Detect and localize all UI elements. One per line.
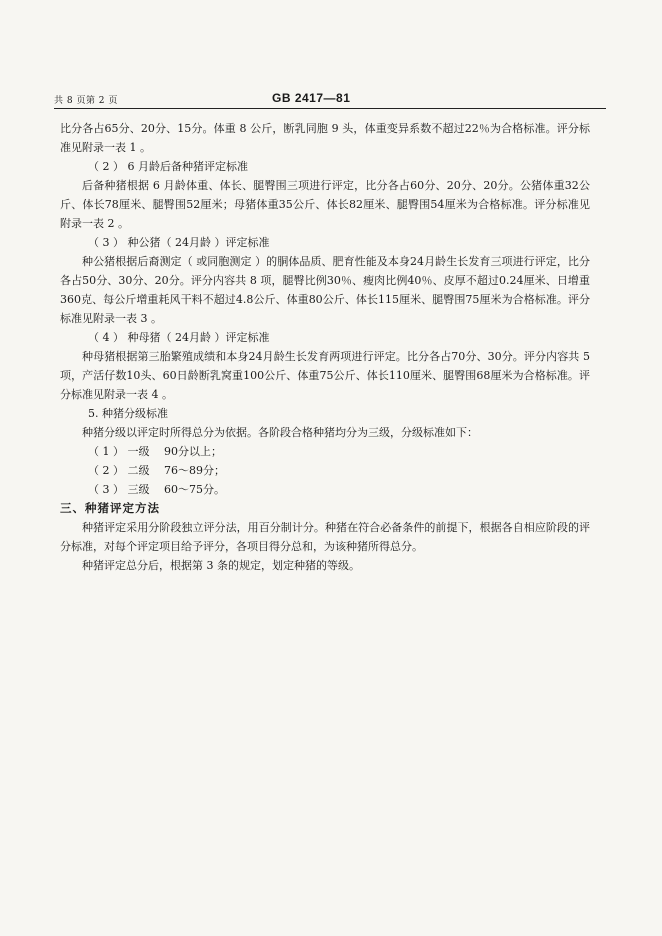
paragraph-breeding-boar: 种公猪根据后裔测定（ 或同胞测定 ）的胴体品质、肥育性能及本身24月龄生长发育三项进行评定，比分各占50分、30分、20分。评分内容共 8 项，腿臀比例30％、瘦肉比例40％、皮厚不超过0.24厘米、日增重360克、每公斤增重耗风干料不超过4.8公斤、体重80公斤、体长115厘米、腿臀围75厘米为合格标准。评分标准见附录一表 3 。 bbox=[60, 255, 590, 325]
standard-code: GB 2417—81 bbox=[272, 91, 351, 105]
paragraph-grading-standard: 种猪分级以评定时所得总分为依据。各阶段合格种猪均分为三级，分级标准如下： bbox=[82, 426, 478, 439]
document-body bbox=[60, 119, 590, 575]
grade-item-1: （ 1 ） 一级 90分以上； bbox=[88, 445, 222, 458]
page-number-info: 共 8 页第 2 页 bbox=[54, 96, 118, 106]
paragraph-breeding-sow: 种母猪根据第三胎繁殖成绩和本身24月龄生长发育两项进行评定。比分各占70分、30分。评分内容共 5 项，产活仔数10头、60日龄断乳窝重100公斤、体重75公斤、体长110厘米、腿臀围68厘米为合格标准。评分标准见附录一表 4 。 bbox=[60, 350, 590, 401]
paragraph-grade-assignment: 种猪评定总分后，根据第 3 条的规定，划定种猪的等级。 bbox=[82, 559, 360, 572]
subheading-reserve-pig: （ 2 ） 6 月龄后备种猪评定标准 bbox=[88, 160, 248, 173]
paragraph-reserve-pig: 后备种猪根据 6 月龄体重、体长、腿臀围三项进行评定，比分各占60分、20分、20分。公猪体重32公斤、体长78厘米、腿臀围52厘米；母猪体重35公斤、体长82厘米、腿臀围54厘米为合格标准。评分标准见附录一表 2 。 bbox=[60, 179, 590, 230]
grade-item-2: （ 2 ） 二级 76～89分； bbox=[88, 464, 225, 477]
subheading-grading-standard: 5. 种猪分级标准 bbox=[88, 407, 168, 420]
subheading-breeding-boar: （ 3 ） 种公猪（ 24月龄 ）评定标准 bbox=[88, 236, 270, 249]
paragraph-score-standard: 比分各占65分、20分、15分。体重 8 公斤，断乳同胞 9 头，体重变异系数不超过22％为合格标准。评分标准见附录一表 1 。 bbox=[60, 122, 590, 154]
header-divider bbox=[54, 108, 606, 109]
section-title-evaluation-method: 三、种猪评定方法 bbox=[60, 501, 160, 515]
paragraph-evaluation-method: 种猪评定采用分阶段独立评分法，用百分制计分。种猪在符合必备条件的前提下，根据各自相应阶段的评分标准，对每个评定项目给予评分，各项目得分总和，为该种猪所得总分。 bbox=[60, 521, 590, 553]
grade-item-3: （ 3 ） 三级 60～75分。 bbox=[88, 483, 225, 496]
subheading-breeding-sow: （ 4 ） 种母猪（ 24月龄 ）评定标准 bbox=[88, 331, 270, 344]
